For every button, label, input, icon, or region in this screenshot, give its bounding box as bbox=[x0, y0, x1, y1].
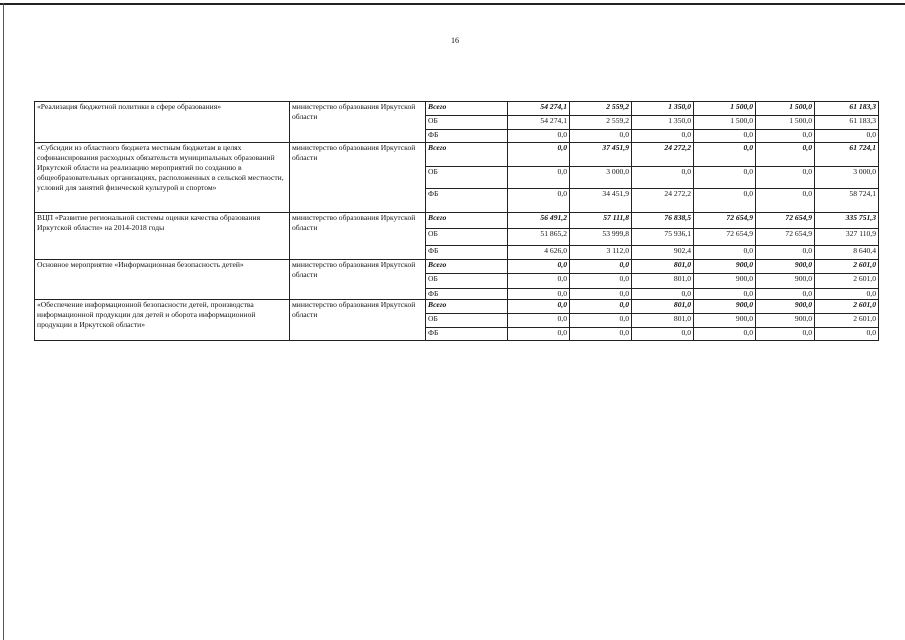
year-value-cell: 0,0 bbox=[756, 289, 815, 300]
year-value-cell: 0,0 bbox=[570, 328, 632, 341]
year-value-cell: 0,0 bbox=[632, 130, 694, 143]
total-value-cell: 327 110,9 bbox=[815, 229, 879, 246]
funding-source-cell: Всего bbox=[426, 143, 508, 167]
year-value-cell: 2 559,2 bbox=[570, 102, 632, 116]
year-value-cell: 1 350,0 bbox=[632, 102, 694, 116]
activity-name-cell: «Субсидии из областного бюджета местным бюджетам в целях софинансирования расходных обязательств муниципальных образований Иркутской области на реализацию мероприятий по созданию в общеобразовательных организациях, расположенных в сельской местности, условий для занятий физической культурой и спортом» bbox=[35, 143, 290, 213]
year-value-cell: 0,0 bbox=[756, 167, 815, 189]
year-value-cell: 3 112,0 bbox=[570, 246, 632, 260]
year-value-cell: 0,0 bbox=[632, 289, 694, 300]
year-value-cell: 0,0 bbox=[508, 143, 570, 167]
executor-cell: министерство образования Иркутской области bbox=[290, 213, 426, 260]
year-value-cell: 900,0 bbox=[756, 260, 815, 274]
total-value-cell: 61 183,3 bbox=[815, 116, 879, 130]
total-value-cell: 8 640,4 bbox=[815, 246, 879, 260]
year-value-cell: 72 654,9 bbox=[694, 213, 756, 229]
funding-source-cell: Всего bbox=[426, 300, 508, 314]
year-value-cell: 1 500,0 bbox=[756, 102, 815, 116]
funding-source-cell: ФБ bbox=[426, 289, 508, 300]
funding-source-cell: Всего bbox=[426, 213, 508, 229]
year-value-cell: 0,0 bbox=[508, 328, 570, 341]
year-value-cell: 900,0 bbox=[694, 274, 756, 289]
year-value-cell: 51 865,2 bbox=[508, 229, 570, 246]
year-value-cell: 0,0 bbox=[508, 130, 570, 143]
year-value-cell: 0,0 bbox=[756, 143, 815, 167]
year-value-cell: 900,0 bbox=[756, 314, 815, 328]
year-value-cell: 0,0 bbox=[570, 300, 632, 314]
funding-source-cell: ОБ bbox=[426, 167, 508, 189]
funding-source-cell: Всего bbox=[426, 102, 508, 116]
year-value-cell: 0,0 bbox=[694, 130, 756, 143]
year-value-cell: 72 654,9 bbox=[694, 229, 756, 246]
year-value-cell: 801,0 bbox=[632, 260, 694, 274]
total-value-cell: 2 601,0 bbox=[815, 300, 879, 314]
total-value-cell: 3 000,0 bbox=[815, 167, 879, 189]
total-value-cell: 61 724,1 bbox=[815, 143, 879, 167]
year-value-cell: 801,0 bbox=[632, 314, 694, 328]
scan-border-top bbox=[0, 3, 905, 5]
year-value-cell: 0,0 bbox=[694, 167, 756, 189]
table-row bbox=[35, 213, 879, 229]
funding-source-cell: ФБ bbox=[426, 189, 508, 213]
year-value-cell: 54 274,1 bbox=[508, 102, 570, 116]
year-value-cell: 0,0 bbox=[508, 260, 570, 274]
year-value-cell: 3 000,0 bbox=[570, 167, 632, 189]
total-value-cell: 58 724,1 bbox=[815, 189, 879, 213]
total-value-cell: 2 601,0 bbox=[815, 314, 879, 328]
total-value-cell: 2 601,0 bbox=[815, 274, 879, 289]
year-value-cell: 0,0 bbox=[508, 167, 570, 189]
year-value-cell: 900,0 bbox=[694, 314, 756, 328]
total-value-cell: 61 183,3 bbox=[815, 102, 879, 116]
year-value-cell: 0,0 bbox=[570, 314, 632, 328]
activity-name-cell: Основное мероприятие «Информационная безопасность детей» bbox=[35, 260, 290, 300]
year-value-cell: 37 451,9 bbox=[570, 143, 632, 167]
activity-name-cell: ВЦП «Развитие региональной системы оценки качества образования Иркутской области» на 2014-2018 годы bbox=[35, 213, 290, 260]
funding-source-cell: ОБ bbox=[426, 229, 508, 246]
year-value-cell: 900,0 bbox=[756, 300, 815, 314]
year-value-cell: 34 451,9 bbox=[570, 189, 632, 213]
year-value-cell: 0,0 bbox=[570, 274, 632, 289]
table-row bbox=[35, 143, 879, 167]
year-value-cell: 1 350,0 bbox=[632, 116, 694, 130]
year-value-cell: 801,0 bbox=[632, 300, 694, 314]
year-value-cell: 57 111,8 bbox=[570, 213, 632, 229]
executor-cell: министерство образования Иркутской области bbox=[290, 143, 426, 213]
year-value-cell: 72 654,9 bbox=[756, 213, 815, 229]
executor-cell: министерство образования Иркутской области bbox=[290, 260, 426, 300]
total-value-cell: 0,0 bbox=[815, 130, 879, 143]
year-value-cell: 0,0 bbox=[508, 189, 570, 213]
year-value-cell: 54 274,1 bbox=[508, 116, 570, 130]
year-value-cell: 1 500,0 bbox=[756, 116, 815, 130]
year-value-cell: 0,0 bbox=[756, 130, 815, 143]
table-row bbox=[35, 260, 879, 274]
year-value-cell: 902,4 bbox=[632, 246, 694, 260]
executor-cell: министерство образования Иркутской области bbox=[290, 102, 426, 143]
activity-name-cell: «Обеспечение информационной безопасности детей, производства информационной продукции для детей и оборота информационной продукции в Иркутской области» bbox=[35, 300, 290, 341]
year-value-cell: 0,0 bbox=[694, 328, 756, 341]
year-value-cell: 0,0 bbox=[508, 274, 570, 289]
year-value-cell: 1 500,0 bbox=[694, 102, 756, 116]
year-value-cell: 24 272,2 bbox=[632, 143, 694, 167]
year-value-cell: 0,0 bbox=[508, 314, 570, 328]
year-value-cell: 0,0 bbox=[632, 167, 694, 189]
year-value-cell: 0,0 bbox=[570, 289, 632, 300]
page-number: 16 bbox=[451, 36, 459, 45]
executor-cell: министерство образования Иркутской области bbox=[290, 300, 426, 341]
total-value-cell: 2 601,0 bbox=[815, 260, 879, 274]
year-value-cell: 0,0 bbox=[570, 130, 632, 143]
table-row bbox=[35, 300, 879, 314]
year-value-cell: 900,0 bbox=[756, 274, 815, 289]
year-value-cell: 0,0 bbox=[694, 189, 756, 213]
year-value-cell: 0,0 bbox=[694, 143, 756, 167]
year-value-cell: 0,0 bbox=[570, 260, 632, 274]
year-value-cell: 0,0 bbox=[756, 328, 815, 341]
year-value-cell: 56 491,2 bbox=[508, 213, 570, 229]
funding-source-cell: ФБ bbox=[426, 246, 508, 260]
year-value-cell: 1 500,0 bbox=[694, 116, 756, 130]
year-value-cell: 53 999,8 bbox=[570, 229, 632, 246]
activity-name-cell: «Реализация бюджетной политики в сфере образования» bbox=[35, 102, 290, 143]
year-value-cell: 4 626,0 bbox=[508, 246, 570, 260]
year-value-cell: 900,0 bbox=[694, 300, 756, 314]
funding-source-cell: Всего bbox=[426, 260, 508, 274]
year-value-cell: 2 559,2 bbox=[570, 116, 632, 130]
year-value-cell: 0,0 bbox=[756, 189, 815, 213]
year-value-cell: 0,0 bbox=[694, 246, 756, 260]
year-value-cell: 76 838,5 bbox=[632, 213, 694, 229]
year-value-cell: 75 936,1 bbox=[632, 229, 694, 246]
funding-source-cell: ОБ bbox=[426, 274, 508, 289]
funding-source-cell: ФБ bbox=[426, 328, 508, 341]
total-value-cell: 335 751,3 bbox=[815, 213, 879, 229]
total-value-cell: 0,0 bbox=[815, 328, 879, 341]
year-value-cell: 0,0 bbox=[508, 289, 570, 300]
funding-source-cell: ФБ bbox=[426, 130, 508, 143]
funding-source-cell: ОБ bbox=[426, 314, 508, 328]
year-value-cell: 801,0 bbox=[632, 274, 694, 289]
year-value-cell: 0,0 bbox=[632, 328, 694, 341]
year-value-cell: 24 272,2 bbox=[632, 189, 694, 213]
table-row bbox=[35, 102, 879, 116]
scan-border-left bbox=[3, 3, 4, 640]
budget-table bbox=[34, 101, 879, 341]
budget-table-body bbox=[35, 102, 879, 341]
year-value-cell: 0,0 bbox=[694, 289, 756, 300]
year-value-cell: 0,0 bbox=[508, 300, 570, 314]
year-value-cell: 0,0 bbox=[756, 246, 815, 260]
total-value-cell: 0,0 bbox=[815, 289, 879, 300]
year-value-cell: 72 654,9 bbox=[756, 229, 815, 246]
funding-source-cell: ОБ bbox=[426, 116, 508, 130]
year-value-cell: 900,0 bbox=[694, 260, 756, 274]
